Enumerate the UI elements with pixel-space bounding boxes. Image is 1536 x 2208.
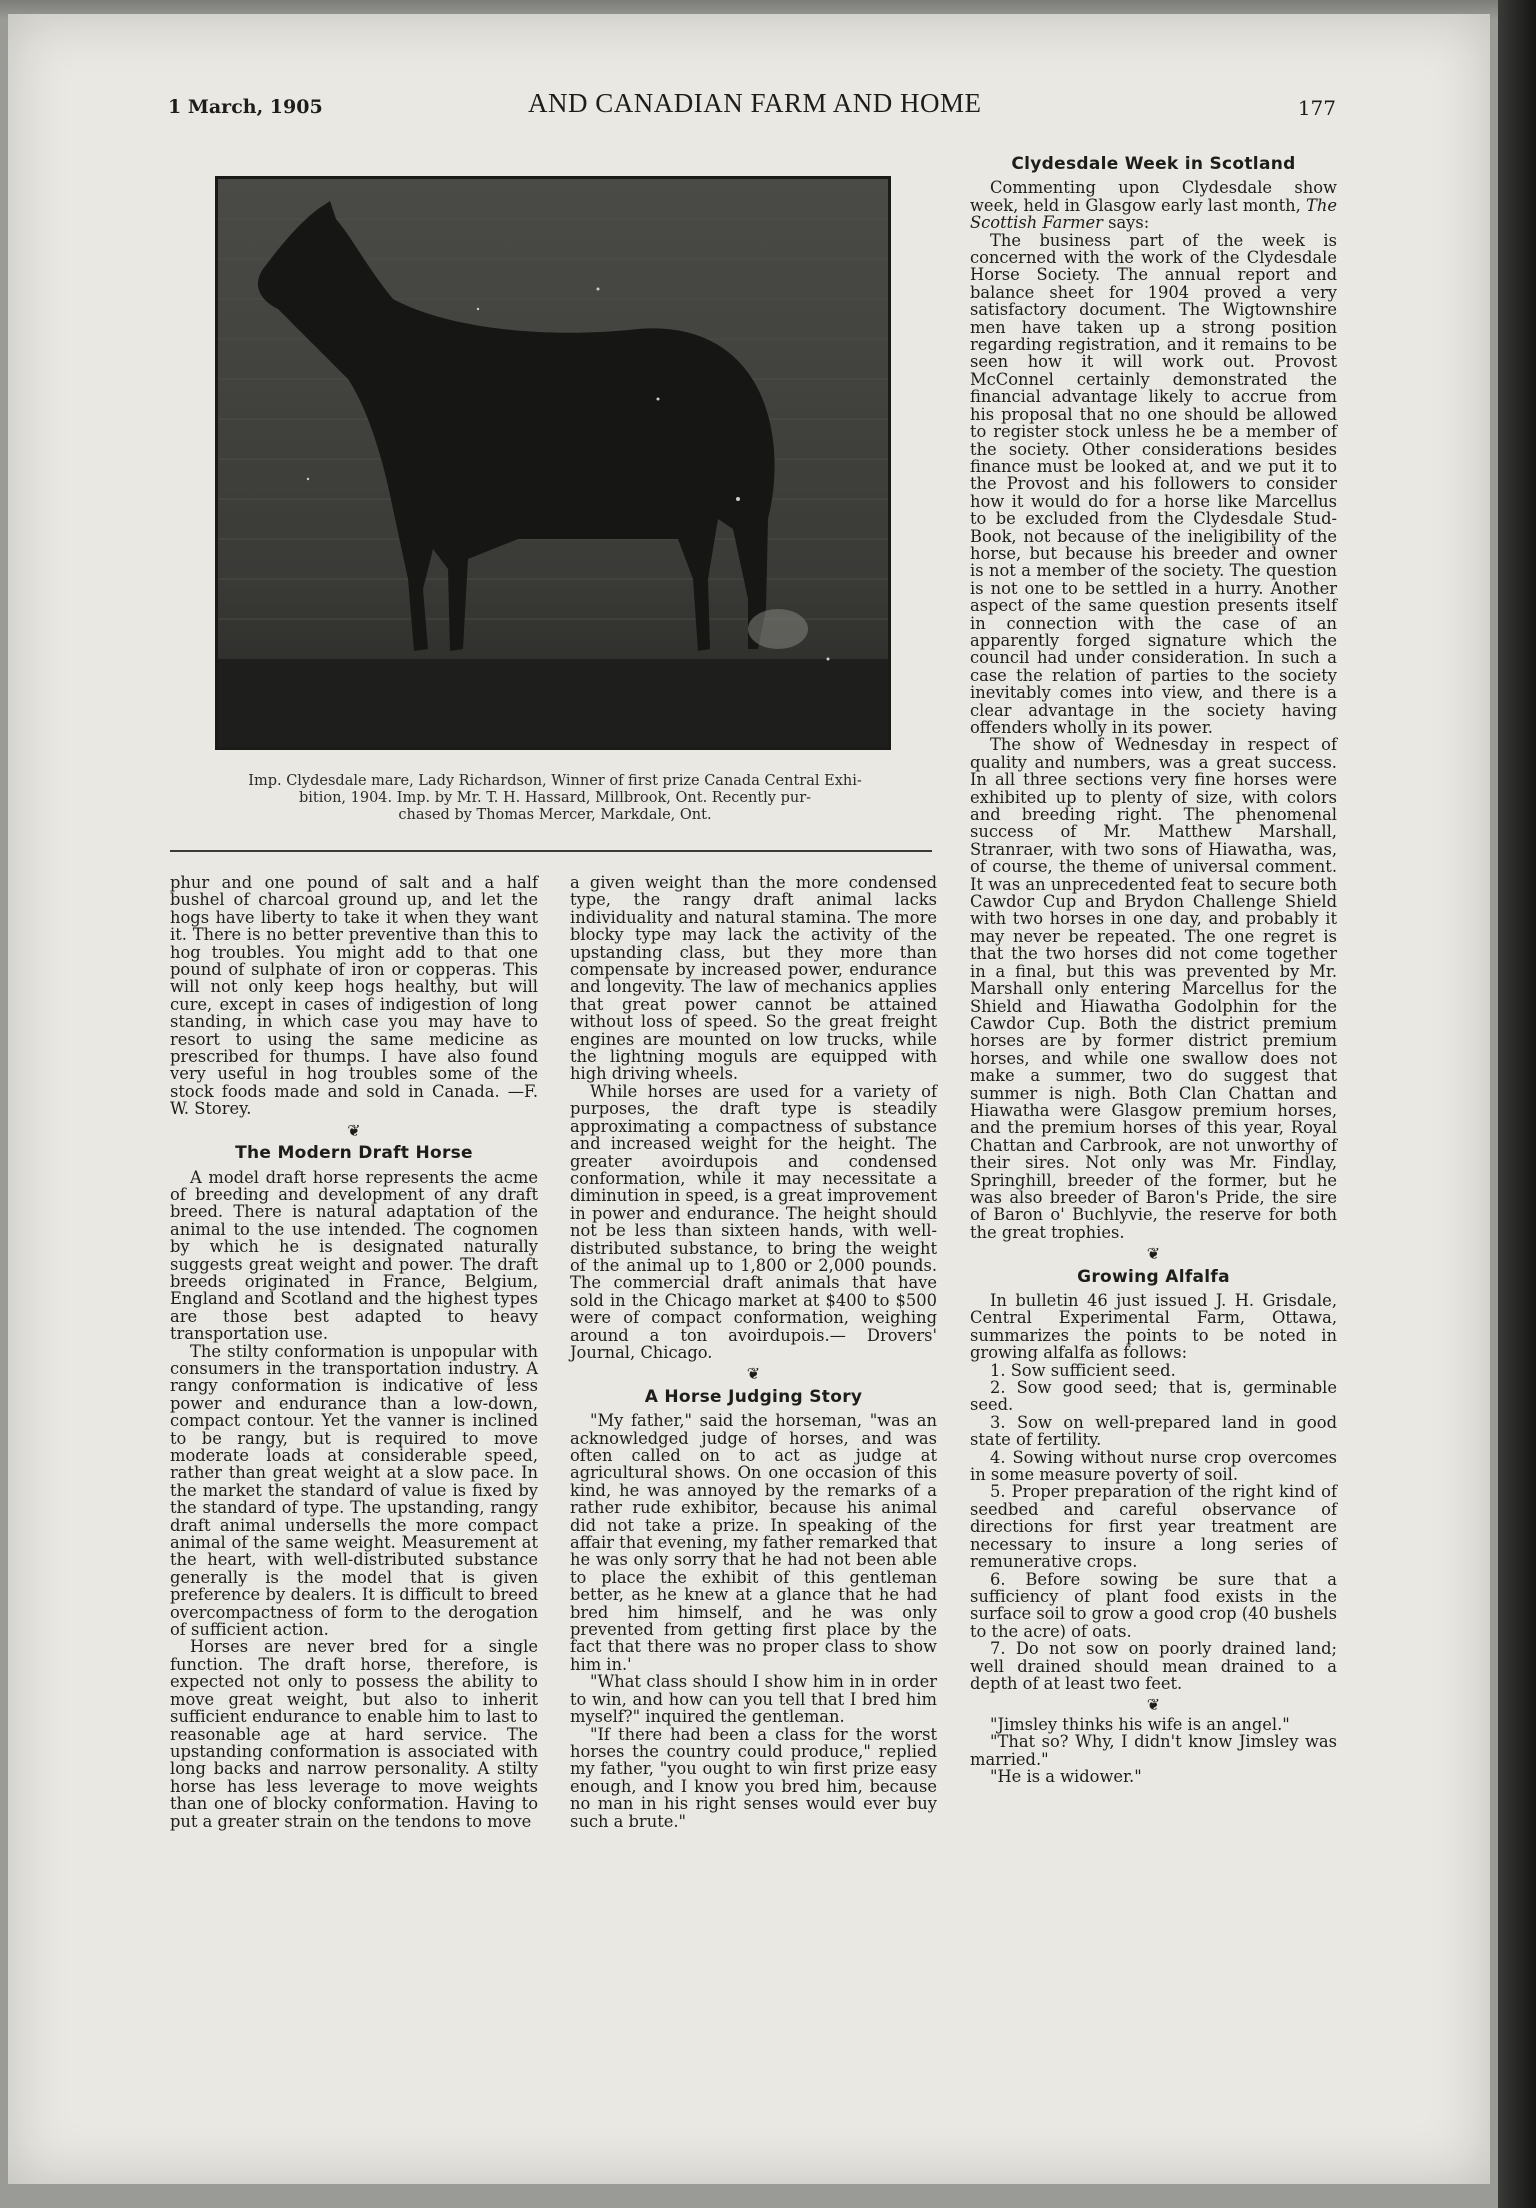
paragraph: The business part of the week is concerned with the work of the Clydesdale Horse Society. The annual report and balance sheet for 1904 proved a very satisfactory document. The Wigtownshire men have taken up a strong position regarding registration, and it remains to be seen how it will work out. Provost McConnel certainly demonstrated the financial advantage likely to accrue from his proposal that no one should be allowed to register stock unless he be a member of the society. Other considerations besides finance must be looked at, and we put it to the Provost and his followers to consider how it would do for a horse like Marcellus to be excluded from the Clydesdale Stud-Book, not because of the ineligibility of the horse, but because his breeder and owner is not a member of the society. The question is not one to be settled in a hurry. Another aspect of the same question presents itself in connection with the case of an apparently forged signature which the council had under consideration. In such a case the relation of parties to the society inevitably comes into view, and there is a clear advantage in the society having offenders wholly in its power. xyxy=(970,230,1337,737)
list-item: 7. Do not sow on poorly drained land; well drained should mean drained to a depth of at least two feet. xyxy=(970,1639,1337,1693)
column-left xyxy=(170,874,538,1830)
horse-photograph xyxy=(215,176,891,750)
intro-says: says: xyxy=(1108,213,1150,233)
paragraph: The show of Wednesday in respect of quality and numbers, was a great success. In all three sections very fine horses were exhibited up to plenty of size, with colors and breeding right. The phenomenal success of Mr. Matthew Marshall, Stranraer, with two sons of Hiawatha, was, of course, the theme of universal comment. It was an unprecedented feat to secure both Cawdor Cup and Brydon Challenge Shield with two horses in one day, and probably it may never be repeated. The one regret is that the two horses did not come together in a final, but this was prevented by Mr. Marshall only entering Marcellus for the Shield and Hiawatha Godolphin for the Cawdor Cup. Both the district premium horses are by former district premium horses, and while one swallow does not make a summer, two do suggest that summer is nigh. Both Clan Chattan and Hiawatha were Glasgow premium horses, and the premium horses of this year, Royal Chattan and Carbrook, are not unworthy of their sires. Not only was Mr. Findlay, Springhill, breeder of the former, but he was also breeder of Baron's Pride, the sire of Baron o' Buchlyvie, the reserve for both the great trophies. xyxy=(970,735,1337,1242)
scan-right-edge xyxy=(1498,0,1536,2208)
page-number: 177 xyxy=(1297,96,1336,120)
joke-line: "That so? Why, I didn't know Jimsley was married." xyxy=(970,1732,1337,1769)
fleuron-ornament: ❦ xyxy=(746,1364,761,1384)
caption-line: bition, 1904. Imp. by Mr. T. H. Hassard, Millbrook, Ont. Recently pur- xyxy=(298,790,812,806)
paragraph-intro xyxy=(970,179,1337,231)
paragraph: a given weight than the more condensed type, the rangy draft animal lacks individuality and natural stamina. The more blocky type may lack the activity of the upstanding class, but they more than compensate by increased power, endurance and longevity. The law of mechanics applies that great power cannot be attained without loss of speed. So the great freight engines are mounted on low trucks, while the lightning moguls are equipped with high driving wheels. xyxy=(570,873,937,1084)
source-name: The Scottish Farmer xyxy=(970,195,1337,233)
list-item: 3. Sow on well-prepared land in good state of fertility. xyxy=(970,1412,1337,1450)
photo-caption xyxy=(205,773,905,824)
column-right xyxy=(970,150,1337,1785)
joke-line: "Jimsley thinks his wife is an angel." xyxy=(990,1714,1290,1734)
fleuron-ornament: ❦ xyxy=(347,1120,361,1140)
list-item: 6. Before sowing be sure that a sufficiency of plant food exists in the surface soil to grow a good crop (40 bushels to the acre) of oats. xyxy=(970,1569,1337,1641)
paragraph: "My father," said the horseman, "was an acknowledged judge of horses, and was often called on to act as judge at agricultural shows. On one occasion of this kind, he was annoyed by the remarks of a rather rude exhibitor, because his animal did not take a prize. In speaking of the affair that evening, my father remarked that he was only sorry that he had not been able to place the exhibit of this gentleman better, as he knew at a glance that he had bred him himself, and he was only prevented from getting first place by the fact that there was no proper class to show him in.' xyxy=(570,1411,937,1674)
article-heading-horse-judging: A Horse Judging Story xyxy=(644,1386,863,1407)
list-item: 4. Sowing without nurse crop overcomes in some measure poverty of soil. xyxy=(970,1447,1337,1485)
section-divider xyxy=(170,850,932,852)
paragraph: phur and one pound of salt and a half bushel of charcoal ground up, and let the hogs have liberty to take it when they want it. There is no better preventive than this to hog troubles. You might add to that one pound of sulphate of iron or copperas. This will not only keep hogs healthy, but will cure, except in cases of indigestion of long standing, in which case you may have to resort to using the same medicine as prescribed for thumps. I have also found very useful in hog troubles some of the stock foods made and sold in Canada. —F. W. Storey. xyxy=(170,873,538,1119)
fleuron-ornament: ❦ xyxy=(1146,1695,1161,1715)
list-item: 5. Proper preparation of the right kind of seedbed and careful observance of directions for first year treatment are necessary to insure a long series of remunerative crops. xyxy=(970,1482,1337,1572)
article-heading-clydesdale: Clydesdale Week in Scotland xyxy=(1011,154,1296,174)
column-middle xyxy=(570,874,937,1830)
article-heading-alfalfa: Growing Alfalfa xyxy=(1077,1266,1230,1287)
paragraph: "What class should I show him in in order to win, and how can you tell that I bred him myself?" inquired the gentleman. xyxy=(570,1672,937,1727)
issue-date: 1 March, 1905 xyxy=(168,96,323,118)
caption-line: chased by Thomas Mercer, Markdale, Ont. xyxy=(398,807,712,823)
article-heading-draft-horse: The Modern Draft Horse xyxy=(235,1143,473,1164)
paragraph: In bulletin 46 just issued J. H. Grisdale, Central Experimental Farm, Ottawa, summarizes the points to be noted in growing alfalfa as follows: xyxy=(970,1291,1337,1363)
list-item: 1. Sow sufficient seed. xyxy=(990,1360,1176,1380)
page-header xyxy=(168,88,1340,128)
list-item: 2. Sow good seed; that is, germinable seed. xyxy=(970,1378,1337,1415)
paragraph: While horses are used for a variety of purposes, the draft type is steadily approximating a compactness of substance and increased weight for the height. The greater avoirdupois and condensed conformation, while it may necessitate a diminution in speed, is a great improvement in power and endurance. The height should not be less than sixteen hands, with well-distributed substance, to bring the weight of the animal up to 1,800 or 2,000 pounds. The commercial draft animals that have sold in the Chicago market at $400 to $500 were of compact conformation, weighing around a ton avoirdupois.— Drovers' Journal, Chicago. xyxy=(570,1081,937,1362)
paragraph: "If there had been a class for the worst horses the country could produce," replied my father, "you ought to win first prize easy enough, and I know you bred him, because no man in his right senses would ever buy such a brute." xyxy=(570,1724,937,1831)
paragraph: Horses are never bred for a single function. The draft horse, therefore, is expected not only to possess the ability to move great weight, but also to inherit sufficient endurance to enable him to last to reasonable age at hard service. The upstanding conformation is associated with long backs and narrow personality. A stilty horse has less leverage to move weights than one of blocky conformation. Having to put a greater strain on the tendons to move xyxy=(170,1637,538,1831)
intro-text: Commenting upon Clydesdale show week, held in Glasgow early last month, xyxy=(970,178,1337,215)
alfalfa-list xyxy=(970,1362,1337,1693)
caption-line: Imp. Clydesdale mare, Lady Richardson, Winner of first prize Canada Central Exhi- xyxy=(248,773,862,789)
paragraph: The stilty conformation is unpopular with consumers in the transportation industry. A rangy conformation is indicative of less power and endurance than a low-down, compact contour. Yet the vanner is inclined to be rangy, but is required to move moderate loads at considerable speed, rather than great weight at a slow pace. In the market the standard of value is fixed by the standard of type. The upstanding, rangy draft animal undersells the more compact animal of the same weight. Measurement at the heart, with well-distributed substance generally is the model that is given preference by dealers. It is difficult to breed overcompactness of form to the derogation of sufficient action. xyxy=(170,1341,538,1640)
paragraph: A model draft horse represents the acme of breeding and development of any draft breed. There is natural adaptation of the animal to the use intended. The cognomen by which he is designated naturally suggests great weight and power. The draft breeds originated in France, Belgium, England and Scotland and the highest types are those best adapted to heavy transportation use. xyxy=(170,1167,538,1344)
fleuron-ornament: ❦ xyxy=(1146,1244,1161,1264)
masthead: AND CANADIAN FARM AND HOME xyxy=(528,88,982,118)
joke-line: "He is a widower." xyxy=(990,1766,1142,1786)
